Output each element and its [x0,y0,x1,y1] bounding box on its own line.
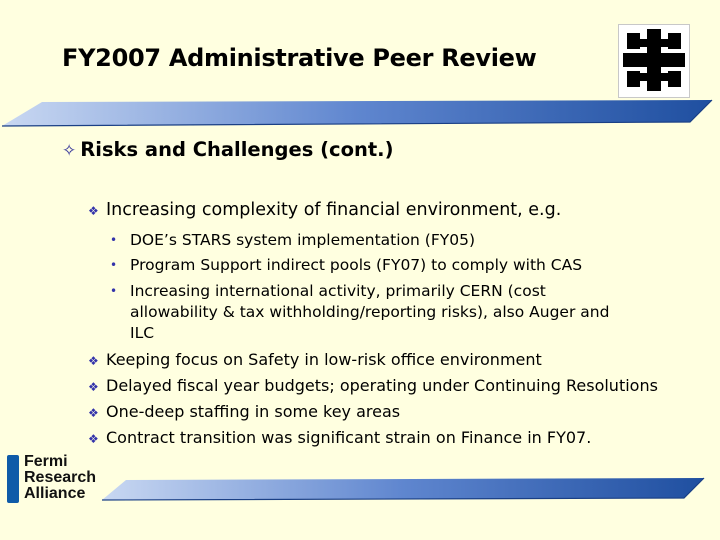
sub-bullet-text: DOE’s STARS system implementation (FY05) [130,231,476,249]
sub-bullet [110,230,650,251]
sub-bullet-text: Increasing international activity, primarily CERN (cost allowability & tax withholding/reporting risks), also Auger and ILC [130,282,610,342]
bullet [88,402,400,421]
diamond-dots-icon: ❖ [88,406,99,420]
fermilab-logo-icon [618,24,690,98]
alliance-line: Fermi [24,453,68,470]
alliance-line: Research [24,469,97,486]
sub-bullet [110,281,635,344]
intro-bullet [88,200,561,220]
fermi-research-alliance-logo [24,454,96,502]
bullet-dot-icon: • [110,233,118,247]
level1-text: Risks and Challenges (cont.) [80,138,394,161]
sub-bullet-text: Program Support indirect pools (FY07) to comply with CAS [130,256,583,274]
bullet-text: Contract transition was significant strain on Finance in FY07. [106,428,592,447]
intro-text: Increasing complexity of financial environment, e.g. [106,200,562,220]
bullet-text: Keeping focus on Safety in low-risk office environment [106,350,542,369]
diamond-dots-icon: ❖ [88,204,99,218]
diamond-dots-icon: ❖ [88,380,99,394]
bottom-swoosh-divider [100,474,720,508]
bullet [88,428,591,447]
level1-bullet [62,138,394,161]
diamond-dots-icon: ❖ [88,354,99,368]
fermi-research-alliance-logo-bar [7,455,19,503]
top-swoosh-divider [0,96,720,136]
sub-bullet [110,255,650,276]
bullet-dot-icon: • [110,258,118,272]
bullet-text: Delayed fiscal year budgets; operating under Continuing Resolutions [106,376,658,395]
bullet-dot-icon: • [110,284,118,298]
bullet [88,376,658,395]
slide-title: FY2007 Administrative Peer Review [62,44,537,72]
hollow-four-point-star-icon: ✧ [62,141,77,161]
bullet [88,350,542,369]
alliance-line: Alliance [24,485,86,502]
diamond-dots-icon: ❖ [88,432,99,446]
bullet-text: One-deep staffing in some key areas [106,402,401,421]
